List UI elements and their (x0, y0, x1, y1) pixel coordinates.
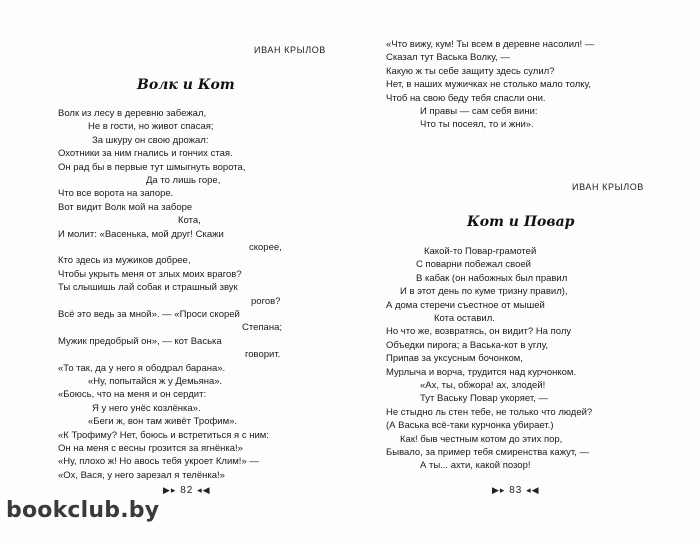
poem-line: Ты слышишь лай собак и страшный звук (58, 282, 238, 294)
poem-line: И в этот день по куме тризну правил), (400, 286, 568, 298)
poem-line: Он рад бы в первые тут шмыгнуть ворота, (58, 161, 246, 173)
page-number (492, 485, 540, 496)
poem-line: Мужик предобрый он», — кот Васька (58, 335, 222, 347)
poem-line: Тут Ваську Повар укоряет, — (420, 393, 548, 405)
poem-line: Да то лишь горе, (146, 175, 221, 186)
poem-continuation (386, 39, 698, 139)
poem-line: «Ах, ты, обжора! ах, злодей! (420, 380, 546, 391)
ornament-right-icon: ◂◀ (197, 485, 211, 495)
poem-line: «То так, да у него я ободрал барана». (58, 362, 226, 374)
poem-line: Степана; (242, 322, 282, 334)
poem-line: Как! быв честным котом до этих пор, (400, 433, 563, 445)
poem-line: И молит: «Васенька, мой друг! Скажи (58, 228, 224, 240)
story-title: Волк и Кот (137, 77, 235, 93)
page-number (163, 485, 211, 496)
right-page (350, 0, 700, 543)
poem-line: Волк из лесу в деревню забежал, (58, 108, 207, 119)
poem-line: «Боюсь, что на меня и он сердит: (58, 389, 207, 401)
author-name: ИВАН КРЫЛОВ (254, 45, 326, 55)
poem-line: «Ох, Вася, у него зарезал я телёнка!» (58, 469, 225, 481)
poem-line: Бывало, за пример тебя смиренства кажут, — (386, 447, 589, 458)
poem-line: Охотники за ним гнались и гончих стая. (58, 148, 233, 160)
poem-line: рогов? (251, 295, 281, 307)
poem-line: Припав за уксусным бочонком, (386, 353, 523, 365)
poem-line: «Беги ж, вон там живёт Трофим». (88, 416, 238, 428)
poem-body (386, 246, 698, 486)
poem-line: Вот видит Волк мой на заборе (58, 201, 193, 213)
poem-line: Всё это ведь за мной». — «Проси скорей (58, 309, 240, 320)
watermark: bookclub.by (6, 498, 160, 523)
poem-line: говорит. (245, 349, 281, 361)
poem-line: Кота, (178, 215, 201, 227)
poem-line: В кабак (он набожных был правил (416, 272, 568, 284)
ornament-right-icon: ◂◀ (526, 485, 540, 495)
poem-line: Не в гости, но живот спасая; (88, 121, 214, 133)
poem-line: Чтобы укрыть меня от злых моих врагов? (58, 268, 242, 280)
poem-line: Мурлыча и ворча, трудится над курчонком. (386, 366, 577, 378)
poem-line: Не стыдно ль стен тебе, не только что людей? (386, 406, 593, 418)
poem-line: «Ну, плохо ж! Но авось тебя укроет Клим!» — (58, 456, 259, 468)
story-title: Кот и Повар (467, 214, 575, 230)
poem-line: Кто здесь из мужиков добрее, (58, 255, 191, 267)
poem-line: «К Трофиму? Нет, боюсь и встретиться я с ним: (58, 429, 269, 441)
poem-line: Какую ж ты себе защиту здесь сулил? (386, 65, 555, 77)
poem-line: «Что вижу, кум! Ты всем в деревне насолил! — (386, 39, 595, 50)
poem-line: Но что же, возвратясь, он видит? На полу (386, 326, 572, 338)
author-name: ИВАН КРЫЛОВ (572, 182, 644, 192)
ornament-left-icon: ▶▸ (492, 485, 506, 495)
poem-body (58, 108, 348, 488)
poem-line: Кота оставил. (434, 313, 495, 324)
poem-line: За шкуру он свою дрожал: (92, 134, 209, 146)
poem-line: скорее, (249, 242, 282, 253)
poem-line: Он на меня с весны грозится за ягнёнка!» (58, 443, 243, 454)
poem-line: Сказал тут Васька Волку, — (386, 52, 510, 64)
ornament-left-icon: ▶▸ (163, 485, 177, 495)
poem-line: «Ну, попытайся ж у Демьяна». (88, 376, 223, 387)
poem-line: Я у него унёс козлёнка». (92, 402, 201, 414)
page-number-value: 83 (509, 485, 523, 496)
poem-line: Какой-то Повар-грамотей (424, 246, 537, 257)
poem-line: С поварни побежал своей (416, 259, 531, 271)
page-number-value: 82 (180, 485, 194, 496)
poem-line: Нет, в наших мужичках не столько мало толку, (386, 79, 591, 91)
poem-line: Что ты посеял, то и жни». (420, 119, 534, 131)
poem-line: А дома стеречи съестное от мышей (386, 299, 545, 311)
poem-line: Что все ворота на запоре. (58, 188, 174, 200)
poem-line: А ты... ахти, какой позор! (420, 460, 531, 472)
poem-line: (А Васька всё-таки курчонка убирает.) (386, 420, 554, 432)
poem-line: Чтоб на свою беду тебя спасли они. (386, 92, 546, 104)
poem-line: Объедки пирога; а Васька-кот в углу, (386, 339, 549, 351)
poem-line: И правы — сам себя вини: (420, 106, 538, 117)
